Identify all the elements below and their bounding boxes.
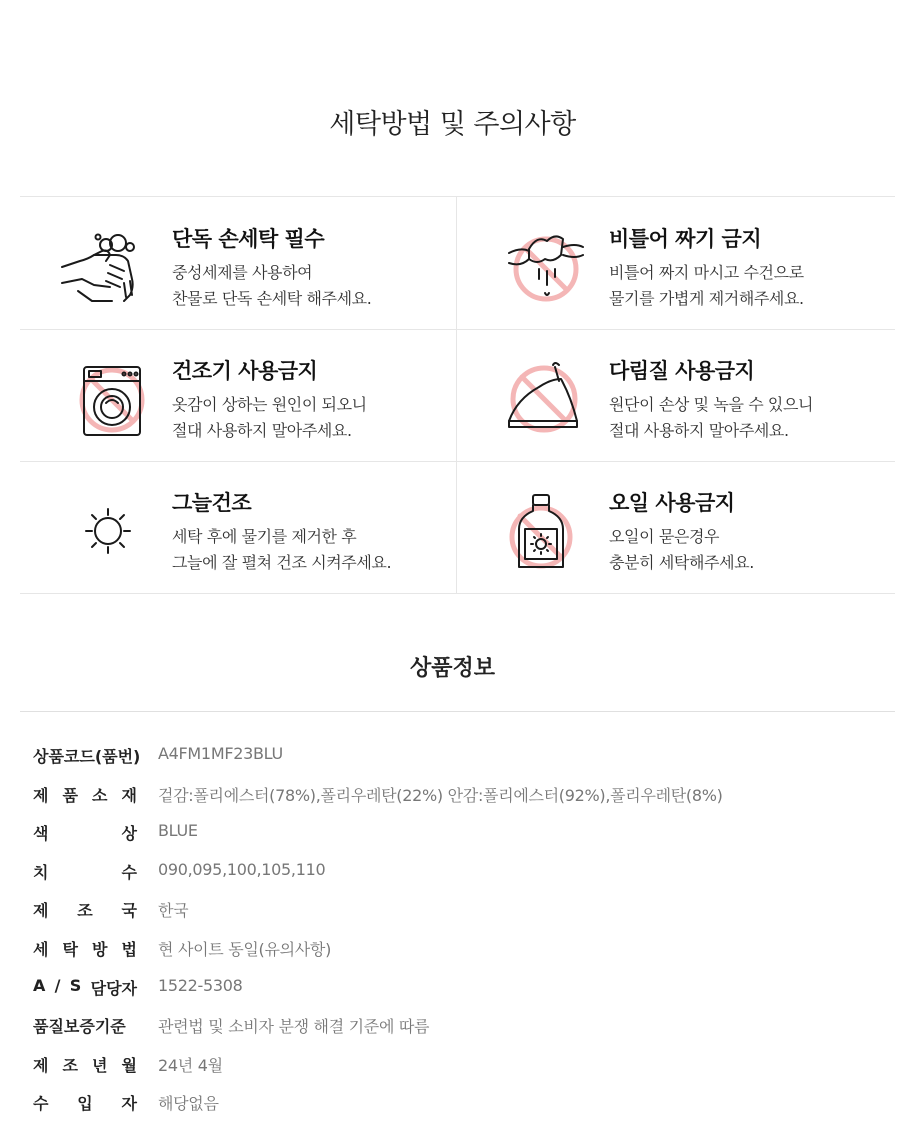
info-label <box>33 937 137 960</box>
info-value: 090,095,100,105,110 <box>158 859 326 879</box>
product-info-table <box>33 736 873 1122</box>
care-heading: 건조기 사용금지 <box>172 359 318 383</box>
info-label-part: 법 <box>121 939 137 959</box>
care-description <box>609 524 754 576</box>
page-title: 세탁방법 및 주의사항 <box>329 109 576 140</box>
info-row <box>33 852 873 891</box>
care-description-line: 세탁 후에 물기를 제거한 후 <box>172 527 357 546</box>
info-label-part: 수 <box>33 1094 49 1114</box>
info-row <box>33 1045 873 1084</box>
info-label <box>33 821 137 844</box>
care-description <box>172 260 371 312</box>
hand-wash-icon <box>58 225 158 311</box>
no-tumble-dry-icon <box>58 357 158 443</box>
info-label-part: 탁 <box>62 939 78 959</box>
info-label-part: S <box>69 975 82 995</box>
care-item-no-tumble-dry <box>20 329 457 461</box>
info-label <box>33 783 137 806</box>
info-label-part: 소 <box>92 785 108 805</box>
info-row <box>33 968 873 1007</box>
info-label-part: 국 <box>121 901 137 921</box>
info-value: 해당없음 <box>158 1094 219 1114</box>
info-row <box>33 736 873 775</box>
care-description-line: 찬물로 단독 손세탁 해주세요. <box>172 289 372 308</box>
info-row <box>33 1083 873 1122</box>
info-label-part: 제 <box>33 901 49 921</box>
info-label-part: 상 <box>121 824 137 844</box>
info-label <box>33 744 141 767</box>
info-label-part: 월 <box>121 1055 137 1075</box>
info-label <box>33 1091 137 1114</box>
care-item-no-wring <box>457 197 894 329</box>
care-item-shade-dry <box>20 461 457 593</box>
shade-dry-icon <box>58 489 158 575</box>
info-label-part: 자 <box>121 1094 137 1114</box>
care-instructions-grid <box>20 196 895 594</box>
info-value: A4FM1MF23BLU <box>158 744 283 763</box>
info-label-part: A <box>33 975 46 995</box>
care-description <box>609 260 804 312</box>
product-info-title: 상품정보 <box>409 656 495 681</box>
care-description-line: 비틀어 짜지 마시고 수건으로 <box>609 263 804 282</box>
info-label-part: 제 <box>33 785 49 805</box>
info-label <box>33 1014 137 1037</box>
info-row <box>33 775 873 814</box>
info-label-part: 년 <box>92 1055 108 1075</box>
care-description-line: 원단이 손상 및 녹을 수 있으니 <box>609 395 814 414</box>
info-label-part: 조 <box>62 1055 78 1075</box>
care-description-line: 오일이 묻은경우 <box>609 527 720 546</box>
info-label <box>33 976 137 999</box>
info-value: 한국 <box>158 901 189 921</box>
info-label-part: 방 <box>92 939 108 959</box>
care-heading: 다림질 사용금지 <box>609 359 755 383</box>
info-label-part: 수 <box>121 862 137 882</box>
no-iron-icon <box>495 357 595 443</box>
info-value: BLUE <box>158 821 198 841</box>
info-row <box>33 813 873 852</box>
info-row <box>33 929 873 968</box>
info-value: 1522-5308 <box>158 975 243 995</box>
info-label-part: 세 <box>33 939 49 959</box>
care-description-line: 그늘에 잘 펼쳐 건조 시켜주세요. <box>172 553 392 572</box>
info-label-part: 제 <box>33 1055 49 1075</box>
care-description-line: 절대 사용하지 말아주세요. <box>172 421 352 440</box>
care-item-hand-wash <box>20 197 457 329</box>
no-oil-icon <box>495 489 595 575</box>
care-heading: 그늘건조 <box>172 491 252 515</box>
info-row <box>33 1006 873 1045</box>
info-label-part: / <box>54 975 61 995</box>
info-label-part: 조 <box>77 901 93 921</box>
info-label-part: 치 <box>33 862 49 882</box>
info-value: 24년 4월 <box>158 1055 223 1075</box>
care-heading: 비틀어 짜기 금지 <box>609 227 762 251</box>
care-description <box>172 392 367 444</box>
care-description-line: 물기를 가볍게 제거해주세요. <box>609 289 804 308</box>
care-description-line: 충분히 세탁해주세요. <box>609 553 754 572</box>
info-row <box>33 890 873 929</box>
info-label <box>33 860 137 883</box>
info-label-part: 품 <box>62 785 78 805</box>
care-item-no-oil <box>457 461 894 593</box>
care-description-line: 절대 사용하지 말아주세요. <box>609 421 789 440</box>
info-label-part: 담당자 <box>90 978 137 998</box>
info-label <box>33 1053 137 1076</box>
care-description-line: 중성세제를 사용하여 <box>172 263 313 282</box>
info-label <box>33 898 137 921</box>
care-heading: 오일 사용금지 <box>609 491 735 515</box>
info-value: 겉감:폴리에스터(78%),폴리우레탄(22%) 안감:폴리에스터(92%),폴리우레탄(8%) <box>158 785 723 805</box>
care-description-line: 옷감이 상하는 원인이 되오니 <box>172 395 367 414</box>
product-info-divider <box>20 711 895 712</box>
info-value: 현 사이트 동일(유의사항) <box>158 939 332 959</box>
info-value: 관련법 및 소비자 분쟁 해결 기준에 따름 <box>158 1017 430 1037</box>
care-description <box>172 524 391 576</box>
info-label-part: 입 <box>77 1094 93 1114</box>
info-label-part: 색 <box>33 824 49 844</box>
care-description <box>609 392 813 444</box>
info-label-part: 재 <box>121 785 137 805</box>
no-wring-icon <box>495 225 595 311</box>
info-label-part: 품질보증기준 <box>33 1017 126 1037</box>
care-heading: 단독 손세탁 필수 <box>172 227 325 251</box>
info-label-part: 상품코드(품번) <box>33 747 141 766</box>
care-item-no-iron <box>457 329 894 461</box>
